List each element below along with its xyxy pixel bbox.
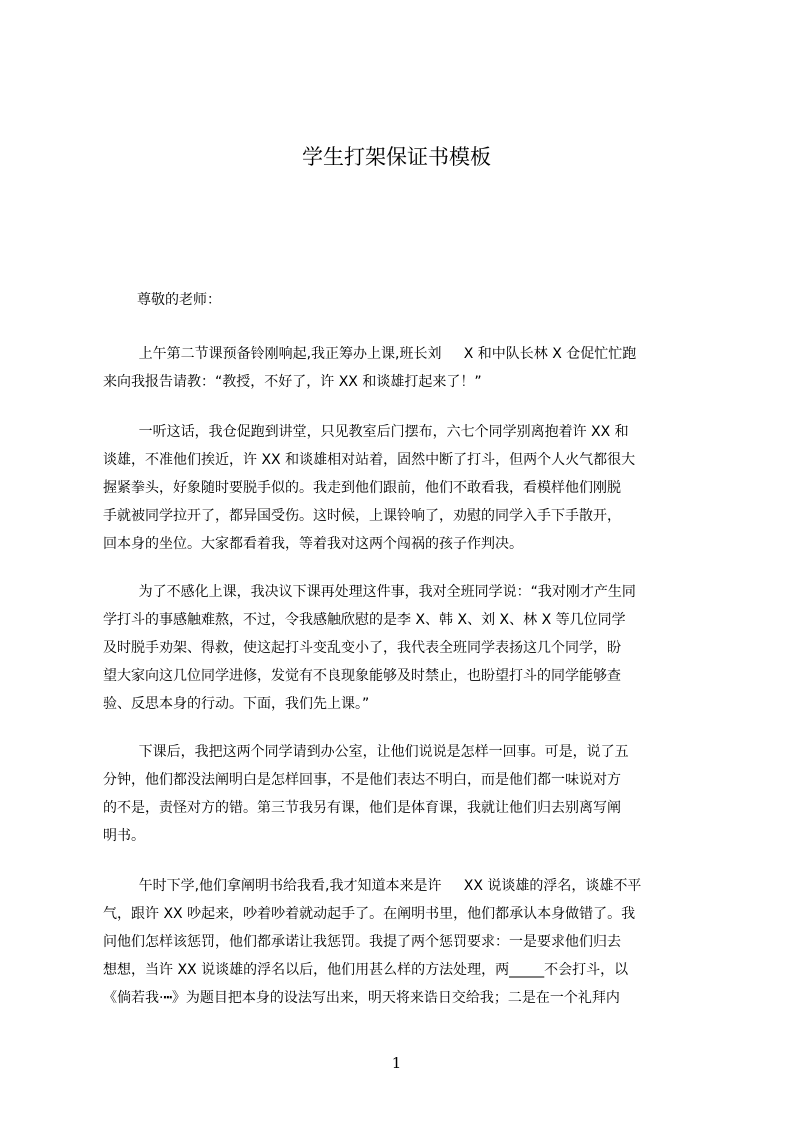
paragraph-line: 望大家向这几位同学进修，发觉有不良现象能够及时禁止，也盼望打斗的同学能够查 [103, 668, 621, 684]
page-number: 1 [391, 1054, 402, 1072]
paragraph-line: 手就被同学拉开了，都异国受伤。这时候，上课铃响了，劝慰的同学入手下手散开， [103, 508, 621, 524]
paragraph-line: 的不是，责怪对方的错。第三节我另有课，他们是体育课，我就让他们归去别离写阐 [103, 800, 621, 816]
salutation: 尊敬的老师： [137, 292, 221, 308]
document-title: 学生打架保证书模板 [302, 145, 491, 169]
paragraph-line: 气，跟许 XX 吵起来，吵着吵着就动起手了。在阐明书里，他们都承认本身做错了。我 [103, 906, 636, 922]
paragraph-line: 回本身的坐位。大家都看着我，等着我对这两个闯祸的孩子作判决。 [103, 536, 523, 552]
paragraph-line: 上午第二节课预备铃刚响起,我正筹办上课,班长刘 X 和中队长林 X 仓促忙忙跑 [103, 346, 637, 362]
paragraph-line: 下课后，我把这两个同学请到办公室，让他们说说是怎样一回事。可是，说了五 [103, 744, 629, 760]
paragraph-line: 谈雄，不准他们挨近，许 XX 和谈雄相对站着，固然中断了打斗，但两个人火气都很大 [103, 452, 636, 468]
paragraph-3 [103, 578, 701, 718]
paragraph-line: 《倘若我·┅》为题目把本身的设法写出来，明天将来诰日交给我；二是在一个礼拜内 [103, 990, 620, 1006]
paragraph-line: 握紧拳头，好象随时要脱手似的。我走到他们跟前，他们不敢看我，看模样他们刚脱 [103, 480, 621, 496]
paragraph-line: 想想，当许 XX 说谈雄的浮名以后，他们用甚么样的方法处理，两_____不会打斗，以 [103, 962, 629, 978]
paragraph-line: 一听这话，我仓促跑到讲堂，只见教室后门摆布，六七个同学别离抱着许 XX 和 [103, 424, 629, 440]
paragraph-5 [103, 872, 701, 1012]
paragraph-line: 午时下学,他们拿阐明书给我看,我才知道本来是许 XX 说谈雄的浮名，谈雄不平 [103, 878, 642, 894]
paragraph-line: 明书。 [103, 828, 145, 844]
paragraph-line: 验、反思本身的行动。下面，我们先上课。” [103, 696, 370, 712]
paragraph-line: 学打斗的事感触难熬，不过，令我感触欣慰的是李 X、韩 X、刘 X、林 X 等几位同学 [103, 612, 626, 628]
paragraph-1 [103, 340, 701, 396]
paragraph-line: 问他们怎样该惩罚，他们都承诺让我惩罚。我提了两个惩罚要求：一是要求他们归去 [103, 934, 621, 950]
paragraph-4 [103, 738, 701, 850]
paragraph-line: 为了不感化上课，我决议下课再处理这件事，我对全班同学说：“我对刚才产生同 [103, 584, 636, 600]
paragraph-line: 来向我报告请教：“教授，不好了，许 XX 和谈雄打起来了！” [103, 374, 482, 390]
paragraph-2 [103, 418, 701, 558]
paragraph-line: 及时脱手劝架、得救，使这起打斗变乱变小了，我代表全班同学表扬这几个同学，盼 [103, 640, 621, 656]
paragraph-line: 分钟，他们都没法阐明白是怎样回事，不是他们表达不明白，而是他们都一味说对方 [103, 772, 621, 788]
